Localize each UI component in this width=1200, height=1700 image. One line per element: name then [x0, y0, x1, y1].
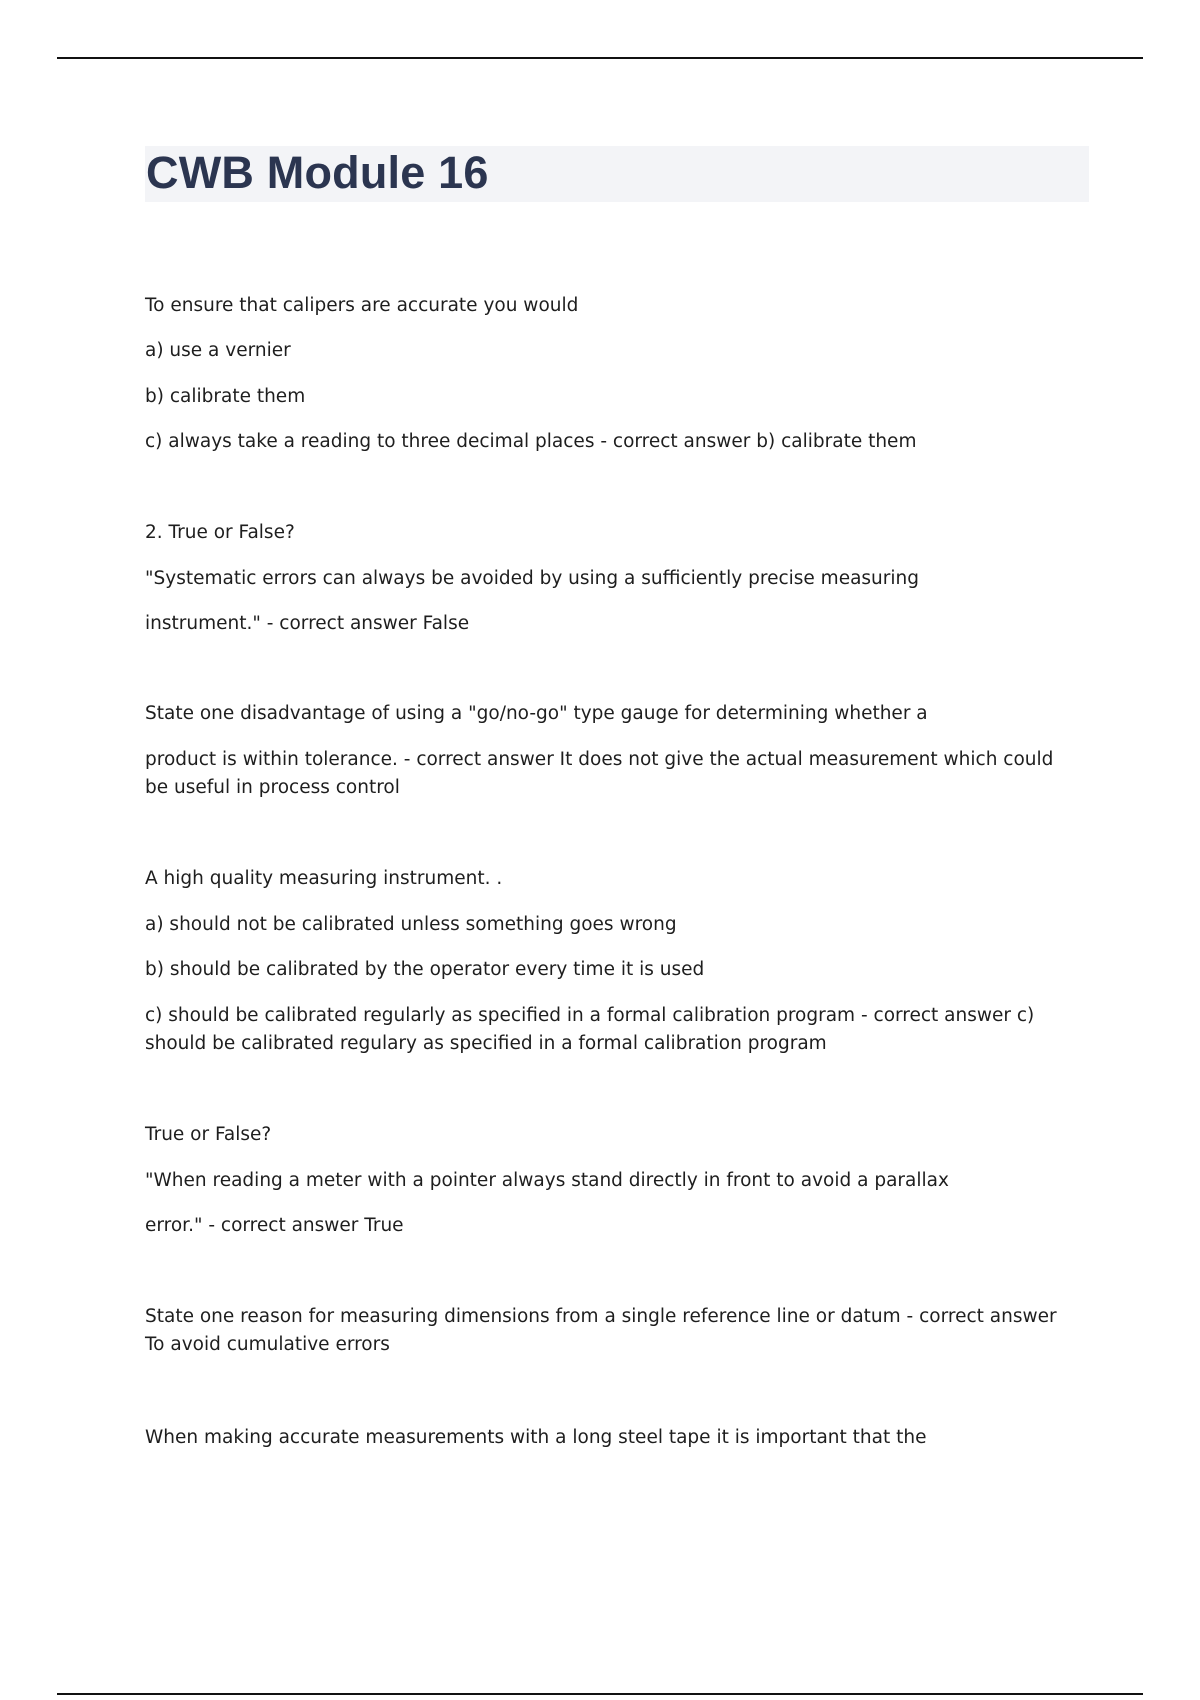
bottom-rule	[57, 1693, 1143, 1695]
question-1-option-b: b) calibrate them	[145, 386, 306, 407]
question-7-text: When making accurate measurements with a long steel tape it is important that the	[145, 1427, 927, 1448]
question-4-text: A high quality measuring instrument. .	[145, 868, 503, 889]
question-1-option-a: a) use a vernier	[145, 340, 291, 361]
question-4-option-b: b) should be calibrated by the operator every time it is used	[145, 959, 705, 980]
question-5-statement: "When reading a meter with a pointer always stand directly in front to avoid a parallax	[145, 1170, 949, 1191]
question-4-option-c-answer: c) should be calibrated regularly as specified in a formal calibration program - correct answer c) should be calibrated regulary as specified in a formal calibration program	[145, 1005, 1035, 1054]
question-5-answer: error." - correct answer True	[145, 1215, 404, 1236]
page-title: CWB Module 16	[146, 147, 489, 198]
question-4-option-a: a) should not be calibrated unless something goes wrong	[145, 914, 677, 935]
question-3-answer: product is within tolerance. - correct answer It does not give the actual measurement which could be useful in process control	[145, 749, 1054, 798]
question-1-option-c-answer: c) always take a reading to three decimal places - correct answer b) calibrate them	[145, 431, 917, 452]
question-2-heading: 2. True or False?	[145, 522, 295, 543]
top-rule	[57, 57, 1143, 59]
question-5-heading: True or False?	[145, 1124, 272, 1145]
question-2-statement: "Systematic errors can always be avoided by using a sufficiently precise measuring	[145, 568, 919, 589]
question-2-answer: instrument." - correct answer False	[145, 613, 470, 634]
question-3-text: State one disadvantage of using a "go/no-go" type gauge for determining whether a	[145, 703, 928, 724]
question-1-text: To ensure that calipers are accurate you would	[145, 295, 579, 316]
question-6-text-answer: State one reason for measuring dimensions from a single reference line or datum - correct answer To avoid cumulative errors	[145, 1306, 1057, 1355]
